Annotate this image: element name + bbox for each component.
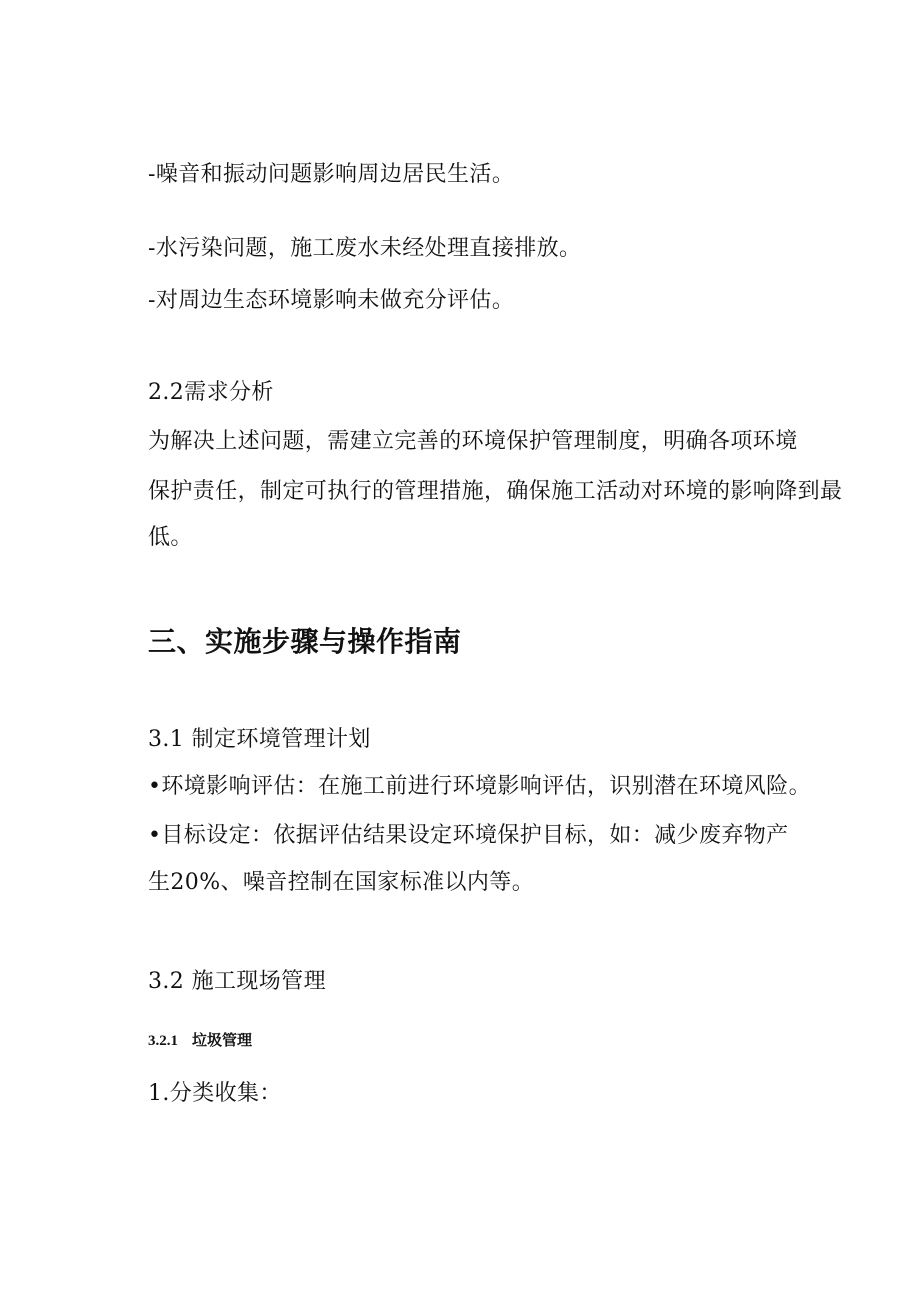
list-item-1-sorted-collection: 1.分类收集：: [148, 1081, 282, 1106]
section-2-2-paragraph-line-1: 为解决上述问题，需建立完善的环境保护管理制度，明确各项环境: [148, 429, 798, 454]
section-3-1-bullet-goal-setting-continued: 生20%、噪音控制在国家标准以内等。: [148, 870, 535, 895]
section-3-2-1-heading: [148, 1030, 252, 1051]
section-3-1-title: 3.1 制定环境管理计划: [148, 727, 371, 752]
section-2-2-paragraph-line-2: 保护责任，制定可执行的管理措施，确保施工活动对环境的影响降到最: [148, 479, 843, 504]
section-2-2-title: 2.2需求分析: [148, 380, 274, 405]
issue-ecology-assessment: -对周边生态环境影响未做充分评估。: [148, 288, 515, 313]
section-2-2-paragraph-line-3: 低。: [148, 525, 193, 550]
section-3-1-bullet-assessment: •环境影响评估：在施工前进行环境影响评估，识别潜在环境风险。: [148, 774, 811, 799]
section-3-2-title: 3.2 施工现场管理: [148, 969, 326, 994]
issue-water-pollution: -水污染问题，施工废水未经处理直接排放。: [148, 236, 582, 261]
chapter-3-title: 三、实施步骤与操作指南: [148, 625, 462, 658]
section-3-2-1-title: 垃圾管理: [192, 1031, 253, 1049]
issue-noise-vibration: -噪音和振动问题影响周边居民生活。: [148, 162, 515, 187]
section-3-2-1-number: 3.2.1: [148, 1033, 178, 1049]
section-3-1-bullet-goal-setting: •目标设定：依据评估结果设定环境保护目标，如：减少废弃物产: [148, 823, 789, 848]
